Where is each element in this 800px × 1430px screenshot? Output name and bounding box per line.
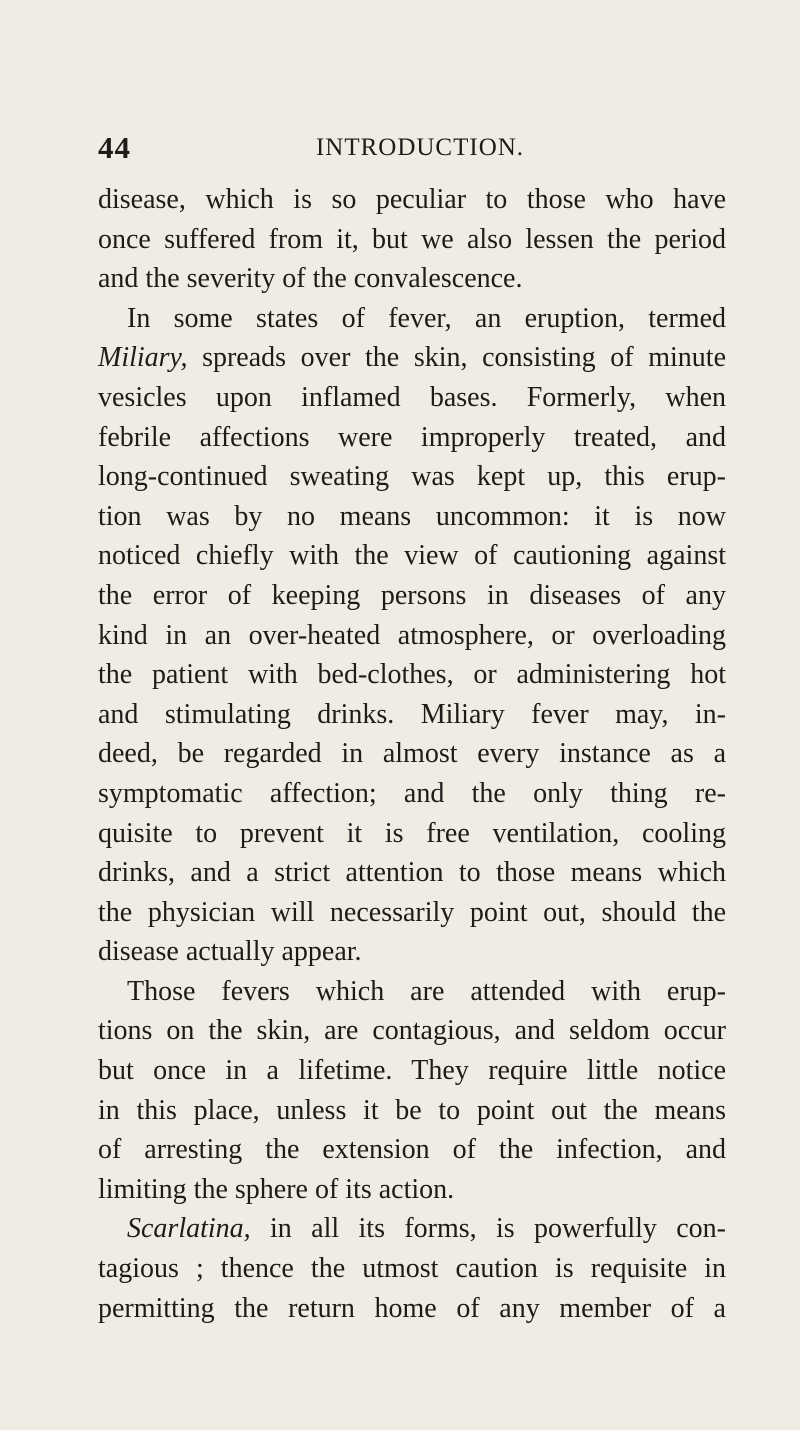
text-segment: in all its forms, is powerfully con- [250,1213,726,1245]
text-line: disease actually appear. [98,936,362,968]
page-number: 44 [98,130,131,165]
text-line: tions on the skin, are contagious, and seldom occur [98,1015,726,1047]
text-line: In some states of fever, an eruption, termed [127,302,726,334]
text-line: the patient with bed-clothes, or administering hot [98,659,726,691]
running-title: INTRODUCTION. [315,134,525,161]
text-line: febrile affections were improperly treated, and [98,421,726,453]
text-line: and stimulating drinks. Miliary fever may, in- [98,698,726,730]
body-text [98,180,726,1328]
text-line: the physician will necessarily point out, should the [98,896,726,928]
text-line [98,1209,726,1249]
text-line: disease, which is so peculiar to those who have [98,184,726,215]
text-line: drinks, and a strict attention to those means which [98,857,726,889]
text-line: vesicles upon inflamed bases. Formerly, when [98,381,726,413]
text-line [98,338,726,378]
text-line: and the severity of the convalescence. [98,263,523,295]
text-line: kind in an over-heated atmosphere, or overloading [98,619,726,651]
text-line: Those fevers which are attended with erup- [127,975,726,1007]
italic-term: Miliary, [98,342,188,374]
italic-term: Scarlatina, [127,1213,251,1245]
text-line: once suffered from it, but we also lessen the period [98,223,726,255]
text-line: the error of keeping persons in diseases of any [98,579,726,611]
text-segment: spreads over the skin, consisting of minute [187,342,726,374]
text-line: of arresting the extension of the infection, and [98,1134,726,1166]
text-line: permitting the return home of any member of a [98,1292,726,1324]
text-line: tagious ; thence the utmost caution is requisite in [98,1253,726,1285]
text-line: but once in a lifetime. They require little notice [98,1055,726,1087]
text-line: limiting the sphere of its action. [98,1173,455,1205]
text-line: in this place, unless it be to point out the means [98,1094,726,1126]
text-line: noticed chiefly with the view of cautioning against [98,540,726,572]
page-header [0,130,800,170]
text-line: quisite to prevent it is free ventilation, cooling [98,817,726,849]
text-line: tion was by no means uncommon: it is now [98,500,726,532]
text-line: symptomatic affection; and the only thing re- [98,777,726,809]
text-line: deed, be regarded in almost every instance as a [98,738,726,770]
text-line: long-continued sweating was kept up, this erup- [98,461,726,493]
